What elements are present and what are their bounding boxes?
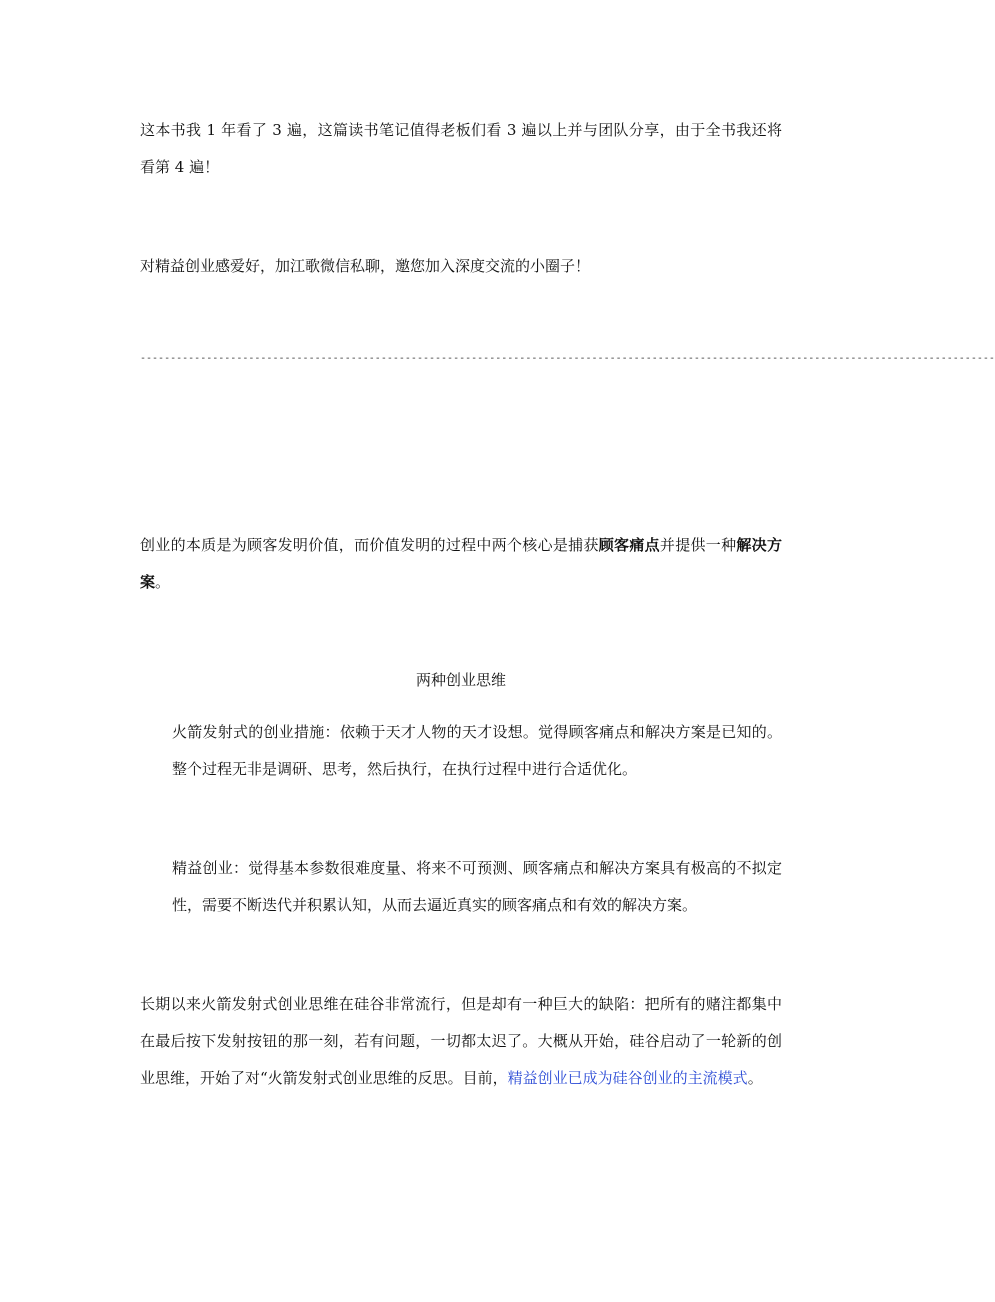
divider-line: ---------------------------------------------------------------------------------------------------------------------------------------------- — [140, 353, 995, 364]
intro-paragraph: 这本书我 1 年看了 3 遍，这篇读书笔记值得老板们看 3 遍以上并与团队分享，由于全书我还将看第 4 遍！ — [140, 121, 782, 176]
essence-paragraph — [140, 527, 782, 601]
customer-pain-bold: 顾客痛点 — [598, 536, 660, 554]
rocket-paragraph: 火箭发射式的创业措施：依赖于天才人物的天才设想。觉得顾客痛点和解决方案是已知的。整个过程无非是调研、思考，然后执行，在执行过程中进行合适优化。 — [172, 723, 782, 778]
section-heading: 两种创业思维 — [415, 671, 506, 689]
essence-text-end: 。 — [155, 573, 171, 591]
essence-text-start: 创业的本质是为顾客发明价值，而价值发明的过程中两个核心是捕获 — [140, 536, 599, 554]
lean-mainstream-link[interactable]: 精益创业已成为硅谷创业的主流模式 — [507, 1069, 748, 1087]
history-text: 长期以来火箭发射式创业思维在硅谷非常流行，但是却有一种巨大的缺陷：把所有的赌注都集中在最后按下发射按钮的那一刻，若有问题，一切都太迟了。大概从开始，硅谷启动了一轮新的创业思维，开始了对“火箭发射式创业思维的反思。目前， — [140, 995, 782, 1087]
history-paragraph — [140, 986, 782, 1097]
lean-paragraph: 精益创业：觉得基本参数很难度量、将来不可预测、顾客痛点和解决方案具有极高的不拟定性，需要不断迭代并积累认知，从而去逼近真实的顾客痛点和有效的解决方案。 — [172, 859, 782, 914]
history-text-end: 。 — [747, 1069, 763, 1087]
solution-bold: 解决方案 — [140, 536, 782, 591]
invite-paragraph: 对精益创业感爱好，加江歌微信私聊，邀您加入深度交流的小圈子！ — [140, 257, 591, 275]
essence-text-mid: 并提供一种 — [659, 536, 737, 554]
